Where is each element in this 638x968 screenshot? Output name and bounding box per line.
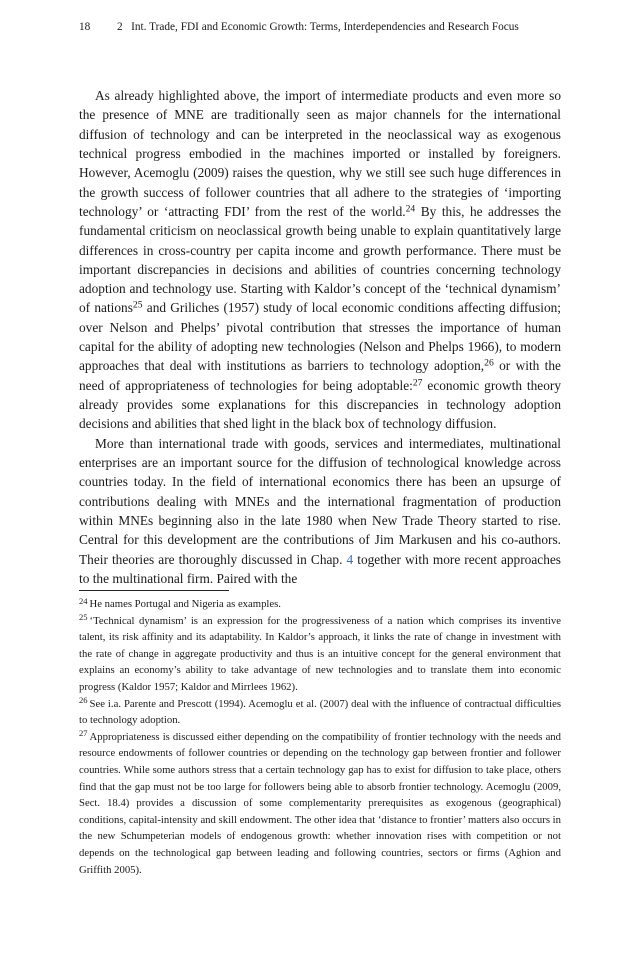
footnote-ref-26[interactable]: 26 bbox=[484, 358, 494, 370]
footnote-25 bbox=[79, 613, 561, 696]
footnote-number: 24 bbox=[79, 595, 88, 606]
footnote-text: See i.a. Parente and Prescott (1994). Acemoglu et al. (2007) deal with the influence of contractual difficulties to technology adoption. bbox=[79, 697, 561, 727]
footnote-text: Appropriateness is discussed either depending on the compatibility of frontier technology with the needs and resource endowments of follower countries or depending on the technology gap between frontier and follower countries. While some authors stress that a certain technology gap has to exist for diffusion to take place, others find that the gap must not be too large for followers being able to absorb frontier technology. Acemoglu (2009, Sect. 18.4) provides a discussion of some complementarity prerequisites as exogenous (geographical) conditions, capital-intensity and skill endowment. The other idea that ‘distance to frontier’ matters also occurs in the new Schumpeterian models of endogenous growth: whether innovation rises with competition or not depends on the technological gap between leading and following countries, sectors or firms (Aghion and Griffith 2005). bbox=[79, 730, 561, 876]
paragraph-2-text-b: together with more recent approaches to the multinational firm. Paired with the bbox=[79, 551, 561, 586]
page-number: 18 bbox=[79, 21, 91, 33]
footnote-number: 26 bbox=[79, 695, 88, 706]
paragraph-1-text-b: By this, he addresses the fundamental criticism on neoclassical growth being unable to explain quantitatively large differences in cross-country per capita income and growth performance. There must be important discrepancies in decisions and abilities of countries concerning technology adoption and technology use. Starting with Kaldor’s concept of the ‘technical dynamism’ of nations bbox=[79, 203, 561, 316]
paragraph-1-text-d: or with the need of appropriateness of technologies for being adoptable: bbox=[79, 358, 561, 393]
paragraph-2 bbox=[79, 434, 561, 589]
footnote-27 bbox=[79, 729, 561, 878]
footnote-24 bbox=[79, 596, 561, 613]
footnote-ref-24[interactable]: 24 bbox=[405, 203, 416, 215]
footnote-divider bbox=[79, 590, 229, 591]
footnote-number: 25 bbox=[79, 612, 88, 623]
footnote-26 bbox=[79, 696, 561, 729]
paragraph-1-text-a: As already highlighted above, the import of intermediate products and even more so the presence of MNE are traditionally seen as major channels for the international diffusion of technology and can be interpreted in the neoclassical way as exogenous technical progress embodied in the machines imported or installed by foreigners. However, Acemoglu (2009) raises the question, why we still see such huge differences in the growth success of follower countries that all adhere to the strategies of ‘importing technology’ or ‘attracting FDI’ from the rest of the world. bbox=[79, 88, 561, 219]
main-text bbox=[79, 86, 561, 588]
footnote-text: He names Portugal and Nigeria as examples. bbox=[89, 598, 281, 610]
chapter-link[interactable]: 4 bbox=[346, 551, 354, 567]
running-title: 2 Int. Trade, FDI and Economic Growth: Terms, Interdependencies and Research Focus bbox=[117, 21, 519, 33]
footnote-text: ‘Technical dynamism’ is an expression for the progressiveness of a nation which comprises its inventive talent, its risk affinity and its adaptability. In Kaldor’s approach, it links the rate of change in investment with the rate of change in aggregate productivity and thus is an intuitive concept for the general environment that explains an economy’s ability to take advantage of new technologies and to translate them into economic progress (Kaldor 1957; Kaldor and Mirrlees 1962). bbox=[79, 614, 561, 693]
footnote-number: 27 bbox=[79, 728, 88, 739]
footnotes bbox=[79, 596, 561, 878]
paragraph-1-text-e: economic growth theory already provides some explanations for this discrepancies in technology adoption decisions and abilities that shed light in the black box of technology diffusion. bbox=[79, 377, 562, 432]
footnote-ref-25[interactable]: 25 bbox=[132, 300, 143, 312]
running-header bbox=[79, 20, 561, 34]
footnote-ref-27[interactable]: 27 bbox=[412, 377, 423, 389]
paragraph-2-text-a: More than international trade with goods, services and intermediates, multinational enterprises are an important source for the diffusion of technological knowledge across countries today. In the field of international economics there has been an upsurge of contributions dealing with MNEs and the international fragmentation of production within MNEs beginning also in the late 1980 when New Trade Theory started to rise. Central for this development are the contributions of Jim Markusen and his co-authors. Their theories are thoroughly discussed in Chap. bbox=[79, 435, 561, 567]
paragraph-1 bbox=[79, 86, 561, 434]
paragraph-1-text-c: and Griliches (1957) study of local economic conditions affecting diffusion; over Nelson and Phelps’ pivotal contribution that stresses the importance of human capital for the ability of adopting new technologies (Nelson and Phelps 1966), to modern approaches that deal with institutions as barriers to technology adoption, bbox=[79, 300, 561, 374]
